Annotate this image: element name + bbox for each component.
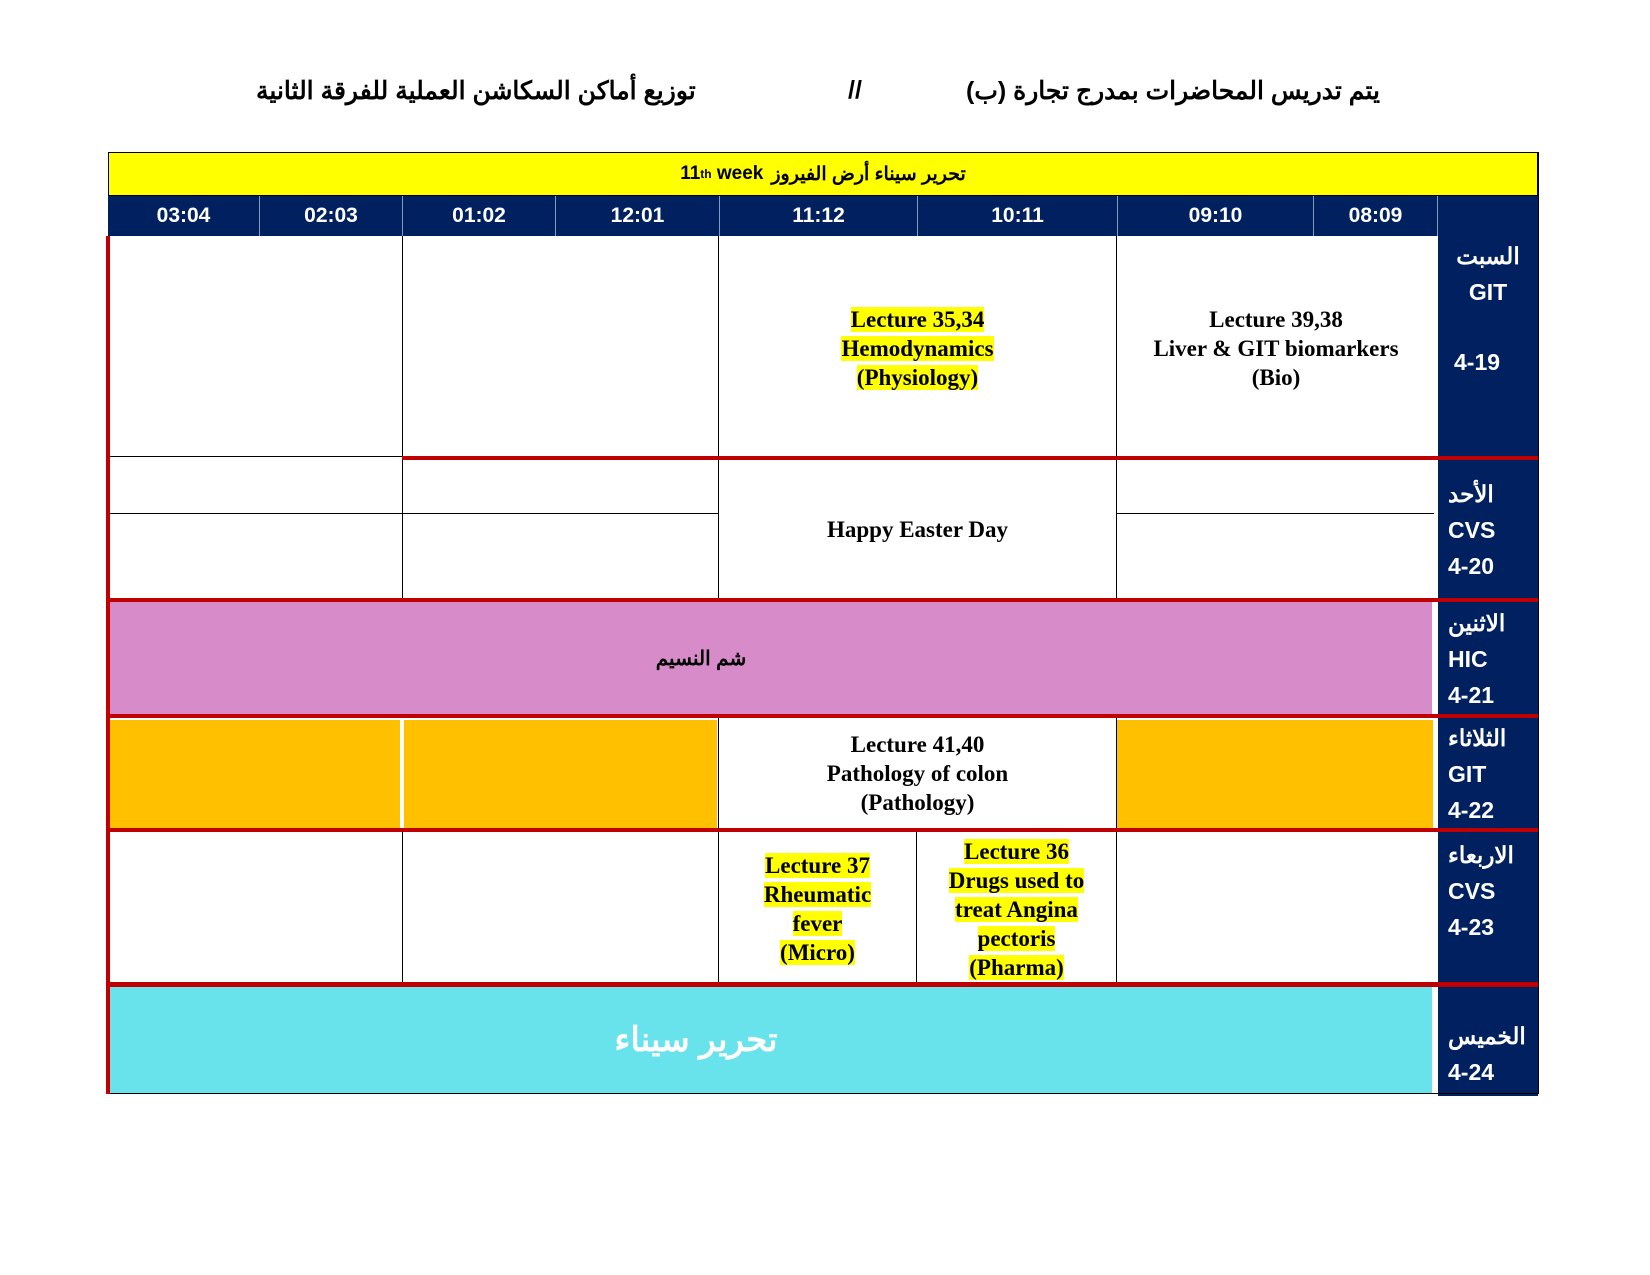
time-header-cell: 09:10 — [1118, 196, 1314, 236]
time-header-cell: 10:11 — [918, 196, 1118, 236]
banner-week-label: week — [711, 163, 764, 184]
wednesday-pharma-lecture — [917, 836, 1116, 982]
saturday-bio-lecture — [1117, 300, 1435, 396]
grid-line — [1538, 152, 1539, 1094]
header-right-text: يتم تدريس المحاضرات بمدرج تجارة (ب) — [966, 77, 1380, 105]
tuesday-pathology-lecture — [719, 718, 1116, 828]
day-label-tuesday — [1438, 720, 1538, 828]
lecture-number: Lecture 35,34 — [850, 306, 985, 332]
lecture-number: Lecture 37 — [765, 853, 870, 878]
lecture-topic-line: treat Angina — [955, 896, 1078, 922]
day-label-saturday — [1438, 238, 1538, 380]
grid-line — [402, 832, 403, 982]
day-name: الخميس — [1448, 1023, 1526, 1049]
lecture-subject: (Physiology) — [856, 364, 979, 390]
banner-week-suffix: th — [700, 167, 712, 181]
grid-line — [1116, 236, 1117, 602]
day-date: 4-21 — [1448, 682, 1495, 708]
grid-line — [110, 456, 402, 457]
day-date: 4-19 — [1454, 349, 1501, 375]
grid-line — [108, 1093, 1538, 1094]
day-label-monday — [1438, 605, 1538, 713]
tuesday-fill-1 — [110, 720, 400, 828]
time-header-cell: 11:12 — [720, 196, 918, 236]
day-module: CVS — [1448, 878, 1496, 904]
grid-line — [1116, 513, 1434, 514]
day-date: 4-23 — [1448, 914, 1495, 940]
day-module: GIT — [1468, 279, 1508, 305]
grid-line — [402, 236, 403, 602]
day-module: HIC — [1448, 646, 1488, 672]
monday-holiday-text: شم النسيم — [655, 647, 747, 670]
lecture-number: Lecture 36 — [964, 838, 1069, 864]
time-header-cell: 12:01 — [556, 196, 720, 236]
grid-line — [1116, 716, 1117, 982]
tuesday-fill-3 — [1117, 720, 1433, 828]
red-border — [108, 828, 1538, 832]
week-banner — [108, 152, 1538, 196]
lecture-topic: Liver & GIT biomarkers — [1153, 335, 1399, 361]
header-left-text: توزيع أماكن السكاشن العملية للفرقة الثانية — [256, 77, 696, 105]
header-separator: // — [848, 76, 862, 104]
banner-arabic-title: تحرير سيناء أرض الفيروز — [771, 163, 966, 185]
white-separator — [1433, 602, 1437, 714]
lecture-number: Lecture 41,40 — [850, 731, 985, 757]
grid-line — [110, 513, 718, 514]
day-date: 4-22 — [1448, 797, 1495, 823]
day-label-wednesday — [1438, 837, 1538, 945]
white-separator — [400, 720, 403, 828]
tuesday-fill-2 — [404, 720, 717, 828]
wednesday-micro-lecture — [719, 836, 916, 982]
lecture-topic-line: fever — [792, 911, 843, 936]
time-header-cell: 03:04 — [108, 196, 260, 236]
day-date: 4-24 — [1448, 1059, 1495, 1085]
day-module: CVS — [1448, 517, 1496, 543]
lecture-topic-line: pectoris — [977, 925, 1056, 951]
day-name: الثلاثاء — [1448, 725, 1507, 751]
day-label-sunday — [1438, 476, 1538, 584]
day-label-thursday — [1438, 1018, 1538, 1090]
day-name: السبت — [1456, 243, 1520, 269]
lecture-topic-line: Drugs used to — [948, 867, 1085, 893]
day-name: الاربعاء — [1448, 842, 1514, 868]
saturday-physiology-lecture — [719, 300, 1116, 396]
day-name: الاثنين — [1448, 610, 1506, 636]
lecture-subject: (Bio) — [1251, 364, 1301, 390]
day-date: 4-20 — [1448, 553, 1495, 579]
lecture-topic: Pathology of colon — [826, 760, 1009, 786]
sunday-easter-cell: Happy Easter Day — [826, 516, 1009, 542]
day-module: GIT — [1448, 761, 1487, 787]
day-name: الأحد — [1448, 481, 1494, 507]
lecture-number: Lecture 39,38 — [1209, 306, 1343, 332]
time-header-cell: 01:02 — [403, 196, 556, 236]
lecture-topic: Hemodynamics — [841, 335, 994, 361]
time-header-cell: 08:09 — [1314, 196, 1438, 236]
lecture-subject: (Micro) — [780, 940, 855, 965]
banner-week-number: 11 — [680, 163, 701, 184]
white-separator — [1433, 987, 1437, 1093]
time-header-cell: 02:03 — [260, 196, 403, 236]
thursday-holiday-text: تحرير سيناء — [614, 1021, 778, 1059]
lecture-subject: (Pathology) — [860, 789, 975, 815]
lecture-subject: (Pharma) — [969, 954, 1064, 980]
lecture-topic-line: Rheumatic — [763, 882, 872, 907]
